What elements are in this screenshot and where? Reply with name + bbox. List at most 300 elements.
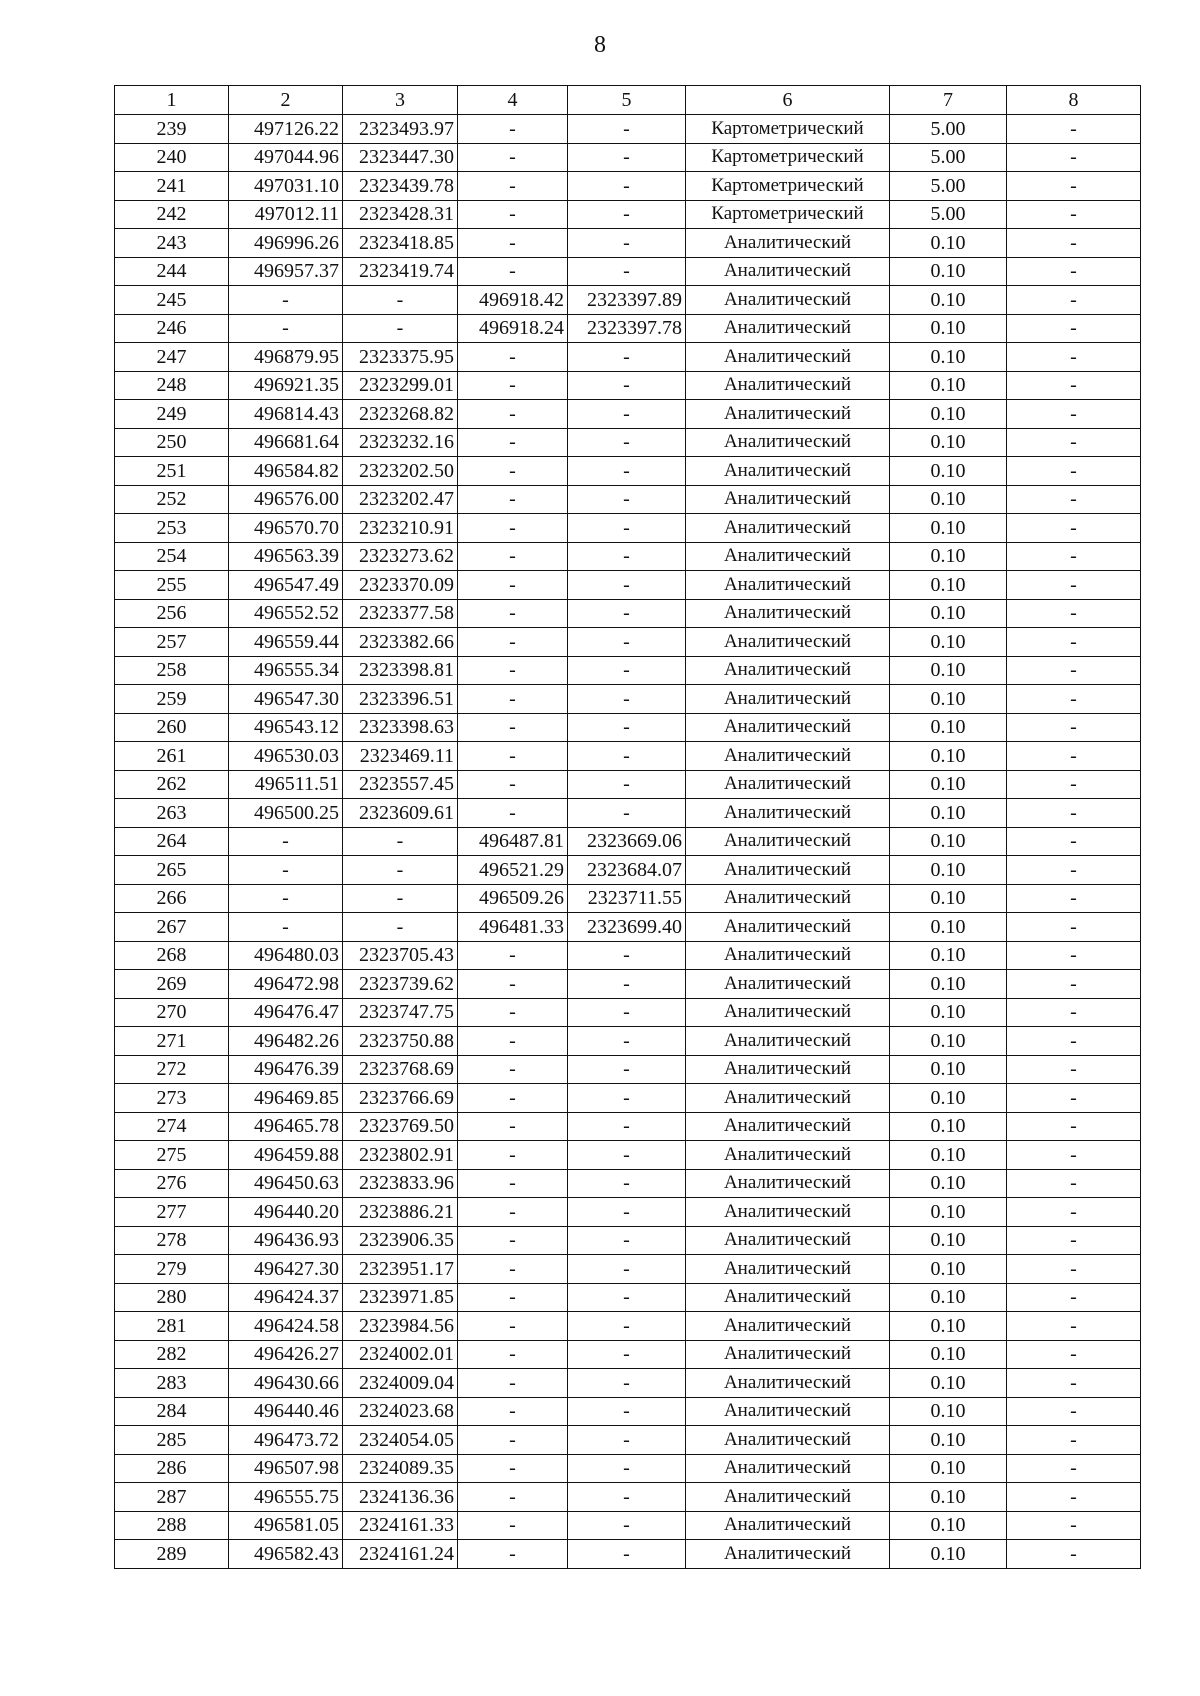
method-cell: Аналитический (686, 457, 890, 486)
method-cell: Аналитический (686, 742, 890, 771)
column-header: 2 (229, 86, 343, 115)
y-coordinate-alt-cell: - (568, 400, 686, 429)
point-number-cell: 267 (115, 913, 229, 942)
x-coordinate-alt-cell: - (458, 685, 568, 714)
y-coordinate-alt-cell: - (568, 742, 686, 771)
accuracy-cell: 0.10 (890, 998, 1007, 1027)
point-number-cell: 285 (115, 1426, 229, 1455)
method-cell: Аналитический (686, 229, 890, 258)
x-coordinate-alt-cell: - (458, 457, 568, 486)
y-coordinate-alt-cell: - (568, 1426, 686, 1455)
method-cell: Аналитический (686, 1540, 890, 1569)
table-row (115, 371, 1141, 400)
y-coordinate-cell: 2323705.43 (343, 941, 458, 970)
note-cell: - (1007, 428, 1141, 457)
y-coordinate-alt-cell: - (568, 998, 686, 1027)
method-cell: Аналитический (686, 286, 890, 315)
accuracy-cell: 0.10 (890, 1283, 1007, 1312)
x-coordinate-alt-cell: - (458, 628, 568, 657)
table-row (115, 827, 1141, 856)
point-number-cell: 248 (115, 371, 229, 400)
point-number-cell: 255 (115, 571, 229, 600)
table-row (115, 1169, 1141, 1198)
accuracy-cell: 0.10 (890, 1141, 1007, 1170)
table-row (115, 1283, 1141, 1312)
accuracy-cell: 0.10 (890, 428, 1007, 457)
y-coordinate-cell: 2323299.01 (343, 371, 458, 400)
y-coordinate-cell: - (343, 286, 458, 315)
x-coordinate-cell: - (229, 286, 343, 315)
x-coordinate-cell: 496436.93 (229, 1226, 343, 1255)
accuracy-cell: 0.10 (890, 485, 1007, 514)
y-coordinate-cell: 2324002.01 (343, 1340, 458, 1369)
y-coordinate-cell: - (343, 913, 458, 942)
accuracy-cell: 0.10 (890, 1397, 1007, 1426)
y-coordinate-alt-cell: - (568, 229, 686, 258)
note-cell: - (1007, 115, 1141, 144)
note-cell: - (1007, 685, 1141, 714)
y-coordinate-cell: 2323232.16 (343, 428, 458, 457)
method-cell: Аналитический (686, 856, 890, 885)
x-coordinate-alt-cell: - (458, 1397, 568, 1426)
coordinates-table (114, 85, 1141, 1569)
accuracy-cell: 0.10 (890, 656, 1007, 685)
point-number-cell: 243 (115, 229, 229, 258)
table-row (115, 1369, 1141, 1398)
y-coordinate-cell: 2323202.50 (343, 457, 458, 486)
note-cell: - (1007, 1454, 1141, 1483)
table-row (115, 1141, 1141, 1170)
y-coordinate-alt-cell: - (568, 1141, 686, 1170)
accuracy-cell: 0.10 (890, 1483, 1007, 1512)
x-coordinate-cell: 496879.95 (229, 343, 343, 372)
table-row (115, 599, 1141, 628)
y-coordinate-alt-cell: - (568, 514, 686, 543)
y-coordinate-alt-cell: - (568, 1055, 686, 1084)
x-coordinate-alt-cell: - (458, 1369, 568, 1398)
note-cell: - (1007, 1084, 1141, 1113)
y-coordinate-cell: 2323886.21 (343, 1198, 458, 1227)
method-cell: Аналитический (686, 1198, 890, 1227)
note-cell: - (1007, 1483, 1141, 1512)
method-cell: Аналитический (686, 1340, 890, 1369)
x-coordinate-cell: - (229, 856, 343, 885)
method-cell: Аналитический (686, 770, 890, 799)
x-coordinate-alt-cell: - (458, 400, 568, 429)
y-coordinate-alt-cell: - (568, 1540, 686, 1569)
y-coordinate-alt-cell: - (568, 799, 686, 828)
x-coordinate-cell: 496555.34 (229, 656, 343, 685)
method-cell: Аналитический (686, 1283, 890, 1312)
x-coordinate-alt-cell: 496918.24 (458, 314, 568, 343)
table-row (115, 1426, 1141, 1455)
table-row (115, 1198, 1141, 1227)
method-cell: Аналитический (686, 713, 890, 742)
table-row (115, 1312, 1141, 1341)
accuracy-cell: 0.10 (890, 343, 1007, 372)
x-coordinate-alt-cell: - (458, 542, 568, 571)
accuracy-cell: 0.10 (890, 371, 1007, 400)
y-coordinate-alt-cell: - (568, 599, 686, 628)
point-number-cell: 249 (115, 400, 229, 429)
x-coordinate-alt-cell: 496521.29 (458, 856, 568, 885)
note-cell: - (1007, 1255, 1141, 1284)
note-cell: - (1007, 1283, 1141, 1312)
accuracy-cell: 0.10 (890, 1511, 1007, 1540)
note-cell: - (1007, 1198, 1141, 1227)
point-number-cell: 287 (115, 1483, 229, 1512)
x-coordinate-cell: 496426.27 (229, 1340, 343, 1369)
method-cell: Аналитический (686, 941, 890, 970)
method-cell: Аналитический (686, 571, 890, 600)
note-cell: - (1007, 400, 1141, 429)
point-number-cell: 246 (115, 314, 229, 343)
note-cell: - (1007, 457, 1141, 486)
x-coordinate-cell: 496476.39 (229, 1055, 343, 1084)
y-coordinate-alt-cell: - (568, 485, 686, 514)
x-coordinate-alt-cell: - (458, 970, 568, 999)
table-row (115, 628, 1141, 657)
table-row (115, 172, 1141, 201)
x-coordinate-cell: 496681.64 (229, 428, 343, 457)
accuracy-cell: 0.10 (890, 542, 1007, 571)
note-cell: - (1007, 941, 1141, 970)
y-coordinate-alt-cell: - (568, 941, 686, 970)
coordinates-table-container (114, 85, 1140, 1569)
accuracy-cell: 0.10 (890, 713, 1007, 742)
y-coordinate-alt-cell: - (568, 1397, 686, 1426)
column-header: 8 (1007, 86, 1141, 115)
accuracy-cell: 0.10 (890, 970, 1007, 999)
column-header: 4 (458, 86, 568, 115)
point-number-cell: 256 (115, 599, 229, 628)
x-coordinate-alt-cell: 496509.26 (458, 884, 568, 913)
y-coordinate-cell: 2323398.81 (343, 656, 458, 685)
y-coordinate-alt-cell: - (568, 713, 686, 742)
table-row (115, 742, 1141, 771)
x-coordinate-cell: 496957.37 (229, 257, 343, 286)
table-row (115, 1084, 1141, 1113)
accuracy-cell: 0.10 (890, 1454, 1007, 1483)
y-coordinate-cell: 2323398.63 (343, 713, 458, 742)
x-coordinate-alt-cell: - (458, 172, 568, 201)
y-coordinate-cell: 2323768.69 (343, 1055, 458, 1084)
y-coordinate-cell: 2323747.75 (343, 998, 458, 1027)
x-coordinate-alt-cell: - (458, 485, 568, 514)
method-cell: Аналитический (686, 1483, 890, 1512)
column-header: 7 (890, 86, 1007, 115)
note-cell: - (1007, 514, 1141, 543)
point-number-cell: 284 (115, 1397, 229, 1426)
page-number: 8 (594, 32, 606, 58)
note-cell: - (1007, 656, 1141, 685)
x-coordinate-cell: 496584.82 (229, 457, 343, 486)
point-number-cell: 244 (115, 257, 229, 286)
point-number-cell: 275 (115, 1141, 229, 1170)
note-cell: - (1007, 970, 1141, 999)
accuracy-cell: 0.10 (890, 1226, 1007, 1255)
point-number-cell: 269 (115, 970, 229, 999)
y-coordinate-alt-cell: - (568, 685, 686, 714)
y-coordinate-alt-cell: - (568, 257, 686, 286)
y-coordinate-cell: - (343, 314, 458, 343)
point-number-cell: 261 (115, 742, 229, 771)
point-number-cell: 260 (115, 713, 229, 742)
accuracy-cell: 0.10 (890, 770, 1007, 799)
x-coordinate-alt-cell: - (458, 599, 568, 628)
column-header: 1 (115, 86, 229, 115)
point-number-cell: 254 (115, 542, 229, 571)
accuracy-cell: 0.10 (890, 827, 1007, 856)
accuracy-cell: 0.10 (890, 1198, 1007, 1227)
table-row (115, 115, 1141, 144)
x-coordinate-cell: 496547.30 (229, 685, 343, 714)
y-coordinate-cell: - (343, 884, 458, 913)
x-coordinate-cell: 496424.37 (229, 1283, 343, 1312)
accuracy-cell: 0.10 (890, 1369, 1007, 1398)
note-cell: - (1007, 1226, 1141, 1255)
table-row (115, 1454, 1141, 1483)
x-coordinate-alt-cell: - (458, 656, 568, 685)
method-cell: Аналитический (686, 1397, 890, 1426)
y-coordinate-cell: 2323439.78 (343, 172, 458, 201)
x-coordinate-alt-cell: - (458, 257, 568, 286)
table-row (115, 941, 1141, 970)
x-coordinate-alt-cell: - (458, 1198, 568, 1227)
note-cell: - (1007, 799, 1141, 828)
method-cell: Аналитический (686, 799, 890, 828)
x-coordinate-cell: - (229, 913, 343, 942)
y-coordinate-alt-cell: - (568, 115, 686, 144)
x-coordinate-alt-cell: - (458, 742, 568, 771)
x-coordinate-cell: 496472.98 (229, 970, 343, 999)
method-cell: Аналитический (686, 1084, 890, 1113)
method-cell: Аналитический (686, 1454, 890, 1483)
x-coordinate-alt-cell: - (458, 1511, 568, 1540)
x-coordinate-cell: 496500.25 (229, 799, 343, 828)
y-coordinate-cell: 2323557.45 (343, 770, 458, 799)
method-cell: Аналитический (686, 656, 890, 685)
note-cell: - (1007, 1397, 1141, 1426)
x-coordinate-cell: 496530.03 (229, 742, 343, 771)
note-cell: - (1007, 884, 1141, 913)
method-cell: Аналитический (686, 514, 890, 543)
x-coordinate-cell: 496424.58 (229, 1312, 343, 1341)
method-cell: Аналитический (686, 485, 890, 514)
method-cell: Аналитический (686, 400, 890, 429)
y-coordinate-alt-cell: - (568, 1369, 686, 1398)
y-coordinate-cell: 2323493.97 (343, 115, 458, 144)
point-number-cell: 277 (115, 1198, 229, 1227)
accuracy-cell: 0.10 (890, 1540, 1007, 1569)
y-coordinate-alt-cell: 2323711.55 (568, 884, 686, 913)
y-coordinate-alt-cell: - (568, 1198, 686, 1227)
y-coordinate-alt-cell: - (568, 970, 686, 999)
x-coordinate-alt-cell: - (458, 770, 568, 799)
table-row (115, 685, 1141, 714)
table-row (115, 1255, 1141, 1284)
note-cell: - (1007, 1312, 1141, 1341)
method-cell: Аналитический (686, 257, 890, 286)
note-cell: - (1007, 628, 1141, 657)
point-number-cell: 278 (115, 1226, 229, 1255)
accuracy-cell: 0.10 (890, 457, 1007, 486)
y-coordinate-cell: 2323396.51 (343, 685, 458, 714)
y-coordinate-alt-cell: - (568, 571, 686, 600)
y-coordinate-cell: 2323609.61 (343, 799, 458, 828)
method-cell: Аналитический (686, 628, 890, 657)
point-number-cell: 253 (115, 514, 229, 543)
point-number-cell: 247 (115, 343, 229, 372)
note-cell: - (1007, 343, 1141, 372)
method-cell: Аналитический (686, 428, 890, 457)
accuracy-cell: 0.10 (890, 913, 1007, 942)
y-coordinate-alt-cell: - (568, 457, 686, 486)
note-cell: - (1007, 485, 1141, 514)
y-coordinate-cell: 2323447.30 (343, 143, 458, 172)
y-coordinate-alt-cell: - (568, 770, 686, 799)
point-number-cell: 274 (115, 1112, 229, 1141)
x-coordinate-cell: 496563.39 (229, 542, 343, 571)
table-row (115, 343, 1141, 372)
point-number-cell: 280 (115, 1283, 229, 1312)
method-cell: Аналитический (686, 314, 890, 343)
y-coordinate-alt-cell: - (568, 200, 686, 229)
table-row (115, 1340, 1141, 1369)
note-cell: - (1007, 913, 1141, 942)
x-coordinate-cell: 497126.22 (229, 115, 343, 144)
y-coordinate-alt-cell: - (568, 428, 686, 457)
point-number-cell: 271 (115, 1027, 229, 1056)
method-cell: Аналитический (686, 599, 890, 628)
x-coordinate-alt-cell: - (458, 343, 568, 372)
x-coordinate-alt-cell: - (458, 799, 568, 828)
x-coordinate-alt-cell: - (458, 571, 568, 600)
x-coordinate-alt-cell: - (458, 1169, 568, 1198)
x-coordinate-cell: - (229, 827, 343, 856)
table-row (115, 1027, 1141, 1056)
note-cell: - (1007, 1369, 1141, 1398)
y-coordinate-cell: 2323382.66 (343, 628, 458, 657)
point-number-cell: 286 (115, 1454, 229, 1483)
table-row (115, 1397, 1141, 1426)
note-cell: - (1007, 827, 1141, 856)
x-coordinate-cell: 496581.05 (229, 1511, 343, 1540)
method-cell: Аналитический (686, 1141, 890, 1170)
y-coordinate-cell: 2323739.62 (343, 970, 458, 999)
table-row (115, 143, 1141, 172)
x-coordinate-cell: 496440.20 (229, 1198, 343, 1227)
column-header: 3 (343, 86, 458, 115)
y-coordinate-alt-cell: - (568, 628, 686, 657)
point-number-cell: 268 (115, 941, 229, 970)
y-coordinate-cell: 2323428.31 (343, 200, 458, 229)
accuracy-cell: 0.10 (890, 571, 1007, 600)
x-coordinate-alt-cell: - (458, 1312, 568, 1341)
x-coordinate-cell: 496552.52 (229, 599, 343, 628)
column-header: 5 (568, 86, 686, 115)
x-coordinate-alt-cell: - (458, 514, 568, 543)
method-cell: Картометрический (686, 200, 890, 229)
y-coordinate-cell: 2324161.33 (343, 1511, 458, 1540)
y-coordinate-alt-cell: - (568, 1454, 686, 1483)
x-coordinate-alt-cell: - (458, 1340, 568, 1369)
accuracy-cell: 0.10 (890, 229, 1007, 258)
x-coordinate-alt-cell: - (458, 1426, 568, 1455)
table-row (115, 514, 1141, 543)
table-row (115, 428, 1141, 457)
note-cell: - (1007, 1426, 1141, 1455)
point-number-cell: 240 (115, 143, 229, 172)
table-row (115, 656, 1141, 685)
accuracy-cell: 0.10 (890, 628, 1007, 657)
y-coordinate-cell: 2323971.85 (343, 1283, 458, 1312)
table-row (115, 998, 1141, 1027)
table-row (115, 856, 1141, 885)
point-number-cell: 283 (115, 1369, 229, 1398)
y-coordinate-cell: 2323377.58 (343, 599, 458, 628)
x-coordinate-alt-cell: - (458, 1226, 568, 1255)
x-coordinate-cell: 496450.63 (229, 1169, 343, 1198)
accuracy-cell: 0.10 (890, 257, 1007, 286)
x-coordinate-alt-cell: - (458, 1283, 568, 1312)
point-number-cell: 252 (115, 485, 229, 514)
x-coordinate-cell: 496576.00 (229, 485, 343, 514)
accuracy-cell: 0.10 (890, 286, 1007, 315)
y-coordinate-cell: 2323210.91 (343, 514, 458, 543)
y-coordinate-alt-cell: - (568, 1169, 686, 1198)
y-coordinate-cell: 2323769.50 (343, 1112, 458, 1141)
y-coordinate-cell: 2324136.36 (343, 1483, 458, 1512)
y-coordinate-alt-cell: - (568, 656, 686, 685)
y-coordinate-alt-cell: - (568, 542, 686, 571)
column-header: 6 (686, 86, 890, 115)
x-coordinate-alt-cell: - (458, 1141, 568, 1170)
x-coordinate-cell: 497044.96 (229, 143, 343, 172)
y-coordinate-cell: 2324009.04 (343, 1369, 458, 1398)
method-cell: Картометрический (686, 115, 890, 144)
y-coordinate-alt-cell: - (568, 143, 686, 172)
y-coordinate-cell: 2323273.62 (343, 542, 458, 571)
y-coordinate-cell: 2324023.68 (343, 1397, 458, 1426)
table-row (115, 913, 1141, 942)
accuracy-cell: 0.10 (890, 799, 1007, 828)
point-number-cell: 257 (115, 628, 229, 657)
method-cell: Картометрический (686, 172, 890, 201)
accuracy-cell: 0.10 (890, 856, 1007, 885)
y-coordinate-alt-cell: - (568, 1255, 686, 1284)
point-number-cell: 289 (115, 1540, 229, 1569)
note-cell: - (1007, 143, 1141, 172)
table-row (115, 1540, 1141, 1569)
table-row (115, 1055, 1141, 1084)
accuracy-cell: 0.10 (890, 514, 1007, 543)
accuracy-cell: 5.00 (890, 172, 1007, 201)
x-coordinate-alt-cell: - (458, 143, 568, 172)
y-coordinate-cell: - (343, 856, 458, 885)
table-row (115, 542, 1141, 571)
accuracy-cell: 0.10 (890, 685, 1007, 714)
point-number-cell: 241 (115, 172, 229, 201)
x-coordinate-alt-cell: - (458, 1055, 568, 1084)
y-coordinate-cell: 2323906.35 (343, 1226, 458, 1255)
x-coordinate-cell: 497031.10 (229, 172, 343, 201)
table-row (115, 257, 1141, 286)
method-cell: Аналитический (686, 1426, 890, 1455)
y-coordinate-cell: 2323268.82 (343, 400, 458, 429)
y-coordinate-cell: 2324054.05 (343, 1426, 458, 1455)
point-number-cell: 239 (115, 115, 229, 144)
